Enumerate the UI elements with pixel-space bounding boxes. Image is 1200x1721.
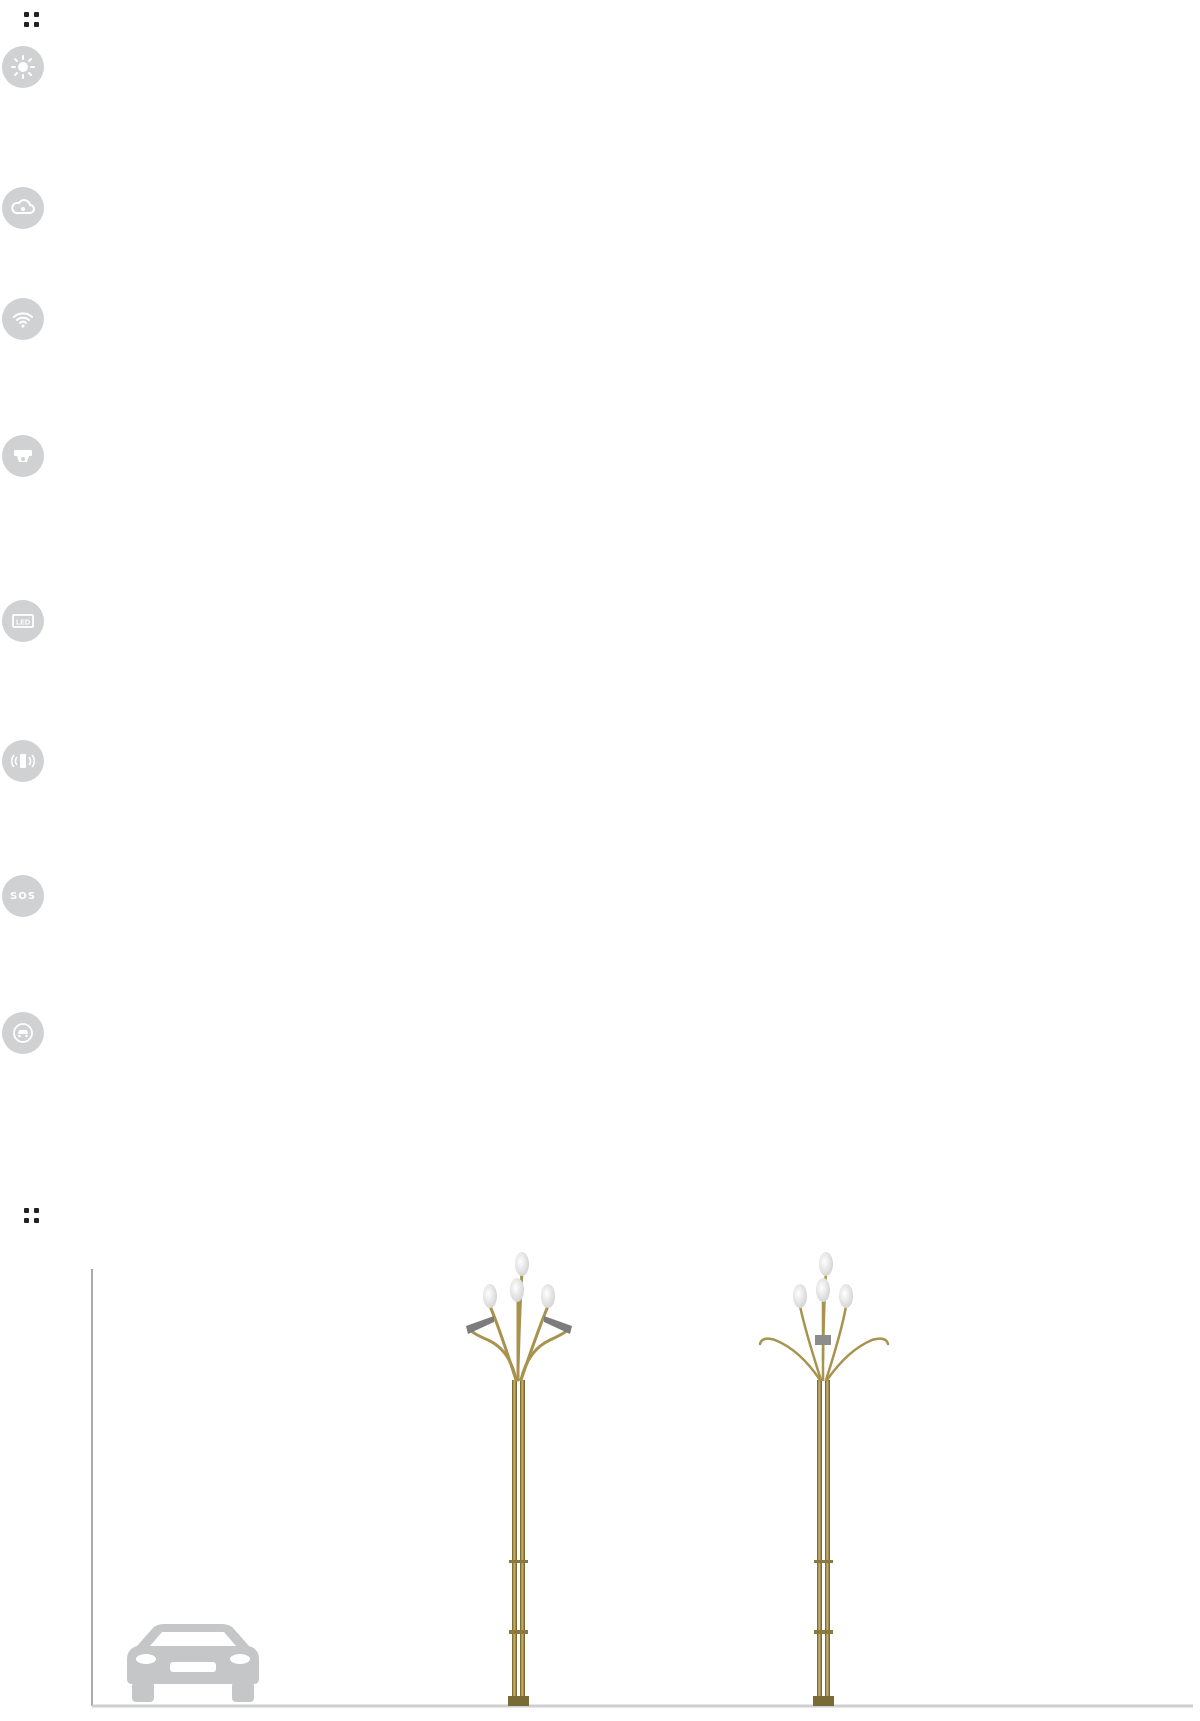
- camera-icon: [2, 435, 44, 477]
- wifi-icon: [2, 298, 44, 340]
- speaker-icon: [2, 740, 44, 782]
- section-header-technical: [24, 5, 69, 33]
- cloud-monitor-icon: [2, 187, 44, 229]
- lamp-pole-1: [466, 1252, 572, 1706]
- light-model-illustration: [0, 1240, 1200, 1721]
- dots-icon: [24, 1208, 39, 1223]
- car-icon: [127, 1624, 259, 1702]
- section-header-models: [24, 1201, 69, 1229]
- dots-icon: [24, 12, 39, 27]
- sos-icon: SOS: [2, 875, 44, 917]
- sun-icon: [2, 46, 44, 88]
- charger-icon: [2, 1012, 44, 1054]
- svg-text:LED: LED: [16, 619, 30, 627]
- led-screen-icon: [2, 600, 44, 642]
- lamp-pole-2: [760, 1252, 888, 1706]
